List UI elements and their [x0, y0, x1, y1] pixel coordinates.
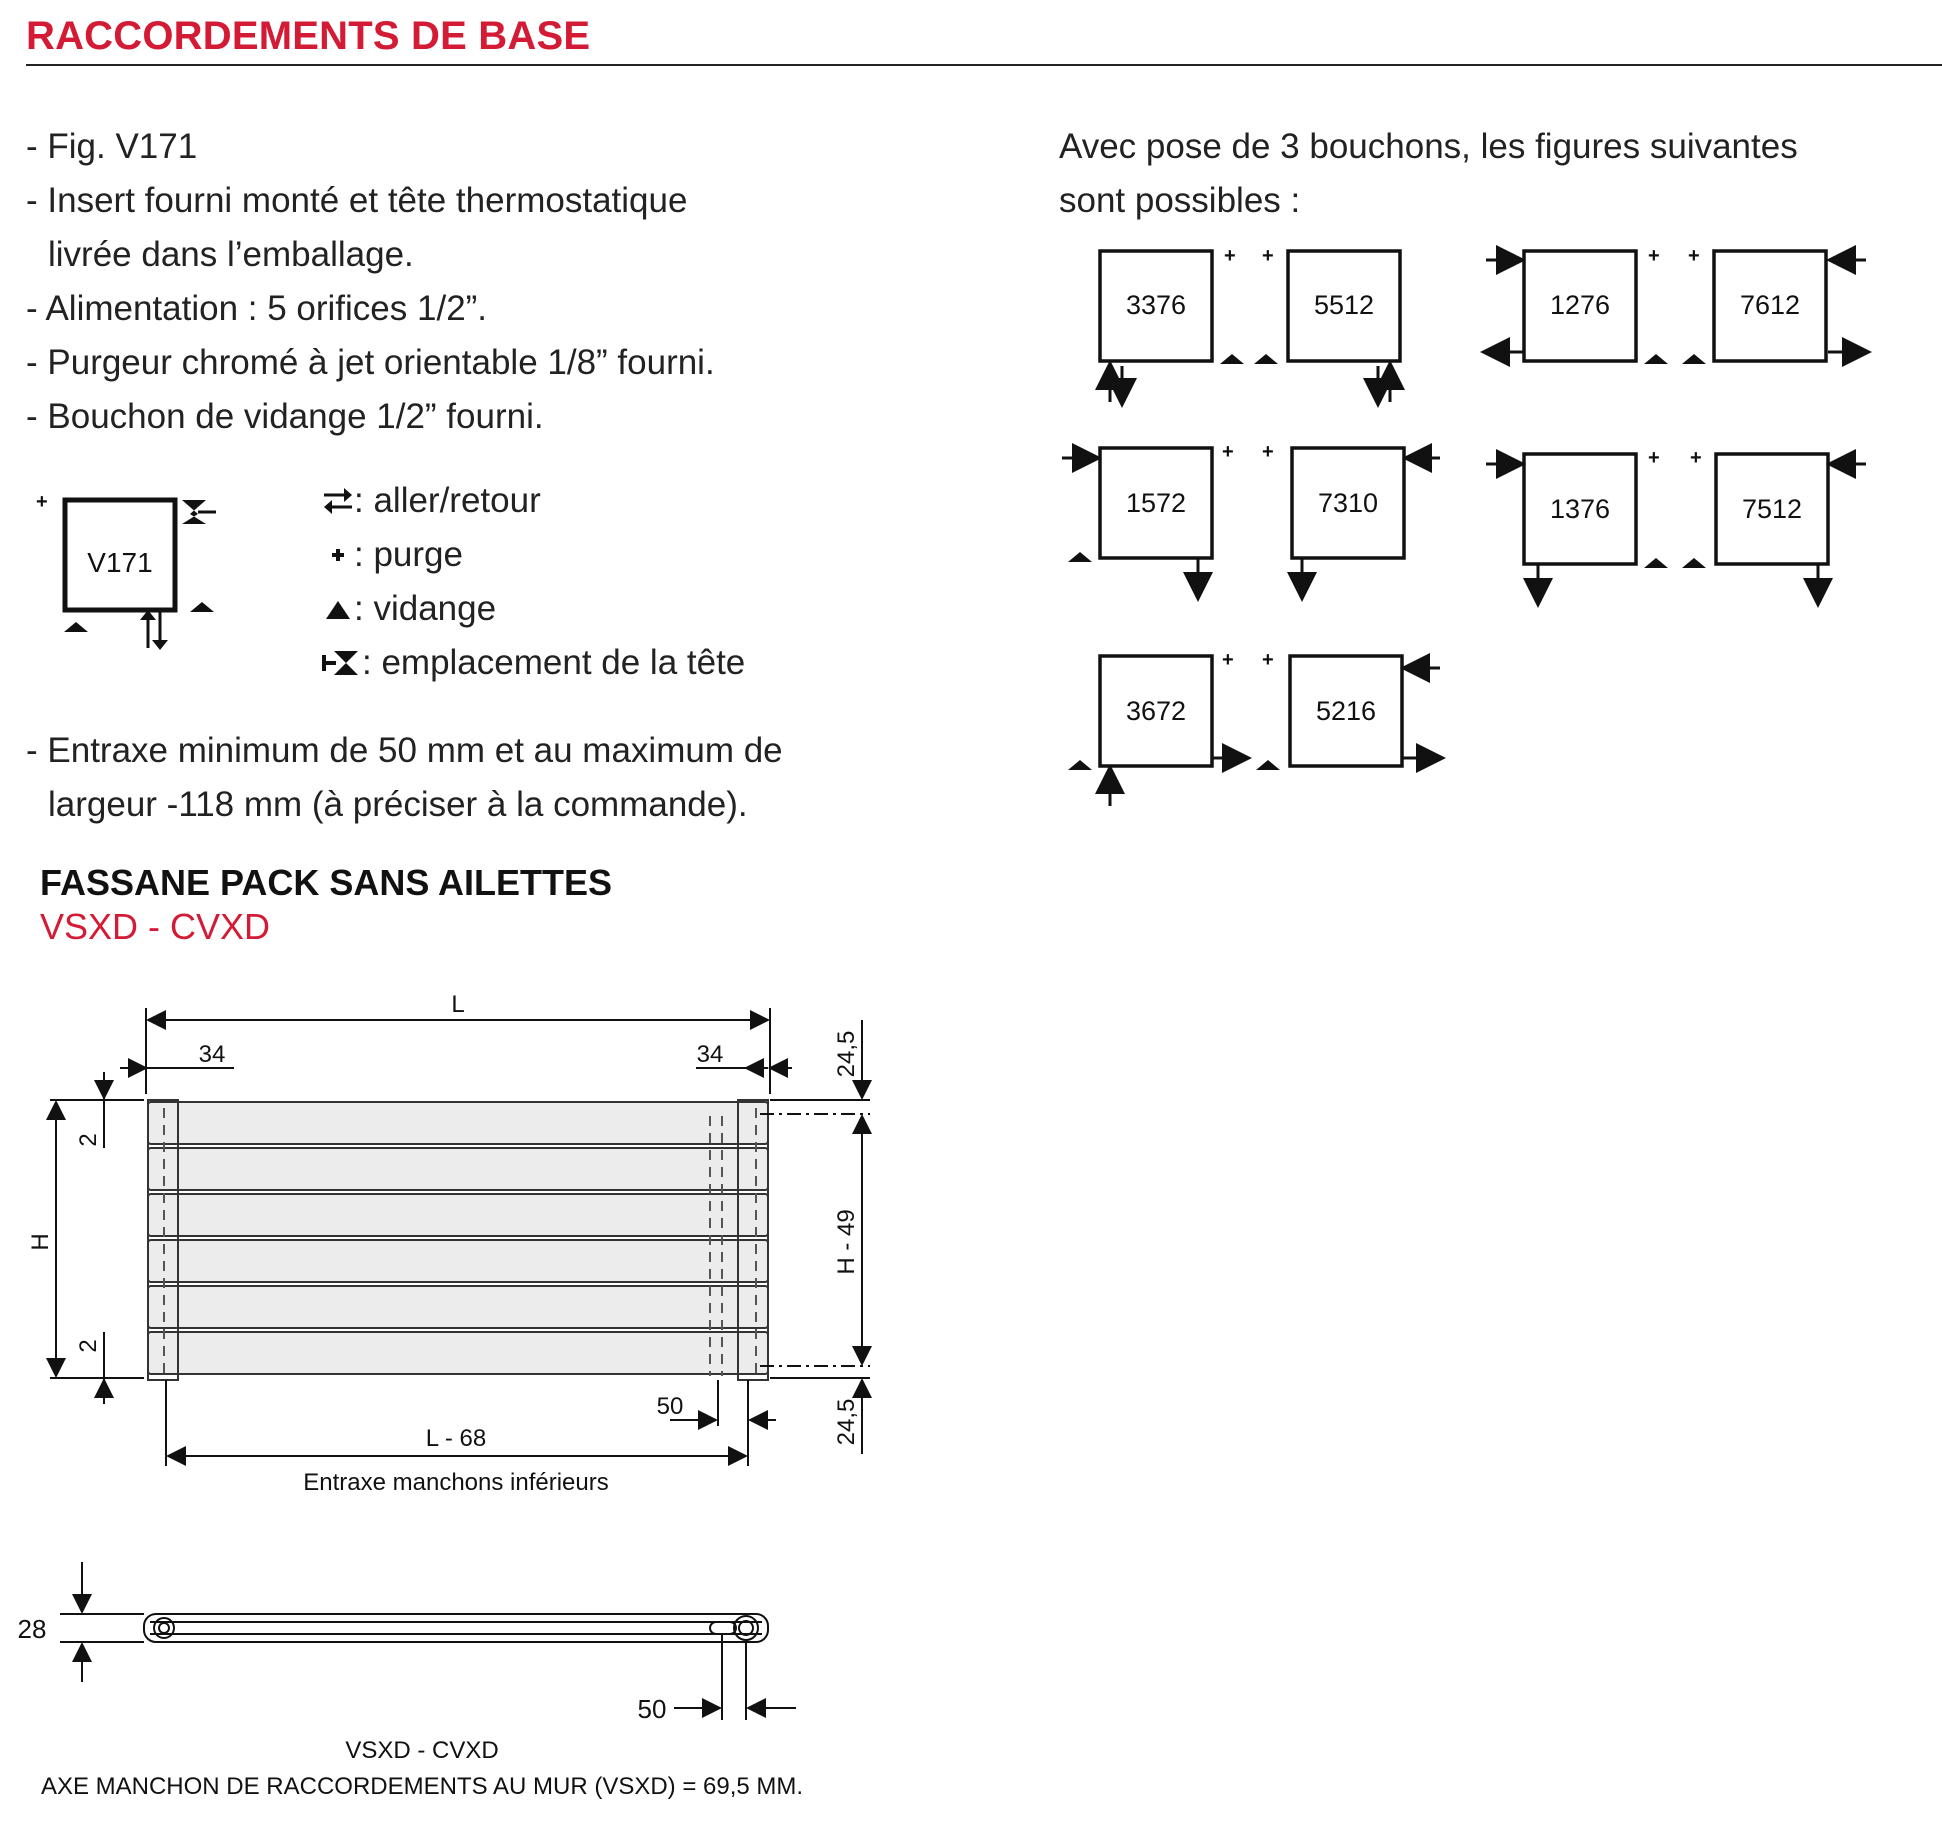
entraxe-line: - Entraxe minimum de 50 mm et au maximum de [26, 731, 783, 770]
svg-text:+: + [1262, 245, 1274, 267]
side-view-drawing [10, 1548, 830, 1808]
dim-34-right: 34 [696, 1041, 724, 1068]
spec-list [26, 120, 715, 444]
figure-label: 1376 [1549, 494, 1611, 524]
figures-intro: Avec pose de 3 bouchons, les figures suivantes sont possibles : [1059, 127, 1798, 220]
figure-label: 1276 [1549, 290, 1611, 320]
figure-label: 5216 [1315, 696, 1377, 726]
dim-2-top: 2 [75, 1133, 102, 1147]
spec-line: - Fig. V171 [26, 127, 198, 166]
dim-H: H [27, 1233, 54, 1251]
figure-label: 5512 [1313, 290, 1375, 320]
page-title: RACCORDEMENTS DE BASE [26, 14, 591, 58]
dim-2-bottom: 2 [75, 1339, 102, 1353]
figure-label: 3376 [1125, 290, 1187, 320]
spec-line: - Insert fourni monté et tête thermostatique [26, 181, 688, 220]
dim-L-68: L - 68 [425, 1425, 487, 1452]
legend-purge: : purge [322, 528, 745, 582]
vidange-icon [322, 593, 354, 625]
dim-50-side: 50 [637, 1694, 667, 1724]
svg-text:+: + [1690, 447, 1702, 469]
svg-text:+: + [1224, 245, 1236, 267]
legend [322, 474, 745, 690]
figure-label: 7310 [1317, 488, 1379, 518]
dim-24-5-bottom: 24,5 [833, 1398, 860, 1446]
entraxe-note [26, 724, 783, 832]
v171-diagram [30, 488, 230, 658]
legend-tete: : emplacement de la tête [322, 636, 745, 690]
svg-text:+: + [1222, 649, 1234, 671]
svg-text:+: + [1648, 447, 1660, 469]
section-subtitle: VSXD - CVXD [40, 906, 271, 947]
legend-aller-retour: : aller/retour [322, 474, 745, 528]
dim-34-left: 34 [198, 1041, 226, 1068]
connection-figures [1050, 236, 1880, 836]
figure-label: 7612 [1739, 290, 1801, 320]
svg-text:+: + [1648, 245, 1660, 267]
title-rule [26, 64, 1942, 66]
dim-28: 28 [17, 1614, 47, 1644]
aller-retour-icon [322, 485, 354, 517]
figure-label: 3672 [1125, 696, 1187, 726]
svg-text:+: + [36, 491, 48, 513]
svg-text:+: + [1222, 441, 1234, 463]
dim-L: L [451, 991, 465, 1018]
dim-entraxe-caption: Entraxe manchons inférieurs [303, 1469, 609, 1496]
v171-label: V171 [87, 547, 153, 578]
valve-head-icon [322, 647, 362, 679]
spec-line: - Purgeur chromé à jet orientable 1/8” fourni. [26, 343, 715, 382]
dim-24-5-top: 24,5 [833, 1030, 860, 1078]
spec-line: - Alimentation : 5 orifices 1/2”. [26, 289, 488, 328]
section-title: FASSANE PACK SANS AILETTES [40, 862, 613, 903]
svg-text:+: + [1688, 245, 1700, 267]
dim-H-49: H - 49 [833, 1209, 860, 1275]
figure-label: 1572 [1125, 488, 1187, 518]
purge-icon [322, 539, 354, 571]
front-view-drawing [20, 980, 900, 1520]
side-caption-1: VSXD - CVXD [345, 1737, 499, 1764]
spec-line: livrée dans l’emballage. [48, 235, 414, 274]
legend-vidange: : vidange [322, 582, 745, 636]
side-caption-2: AXE MANCHON DE RACCORDEMENTS AU MUR (VSXD) = 69,5 MM. [40, 1773, 804, 1800]
figure-label: 7512 [1741, 494, 1803, 524]
dim-50: 50 [656, 1393, 684, 1420]
spec-line: - Bouchon de vidange 1/2” fourni. [26, 397, 544, 436]
svg-text:+: + [1262, 649, 1274, 671]
svg-text:+: + [1262, 441, 1274, 463]
entraxe-line: largeur -118 mm (à préciser à la commande). [48, 785, 748, 824]
